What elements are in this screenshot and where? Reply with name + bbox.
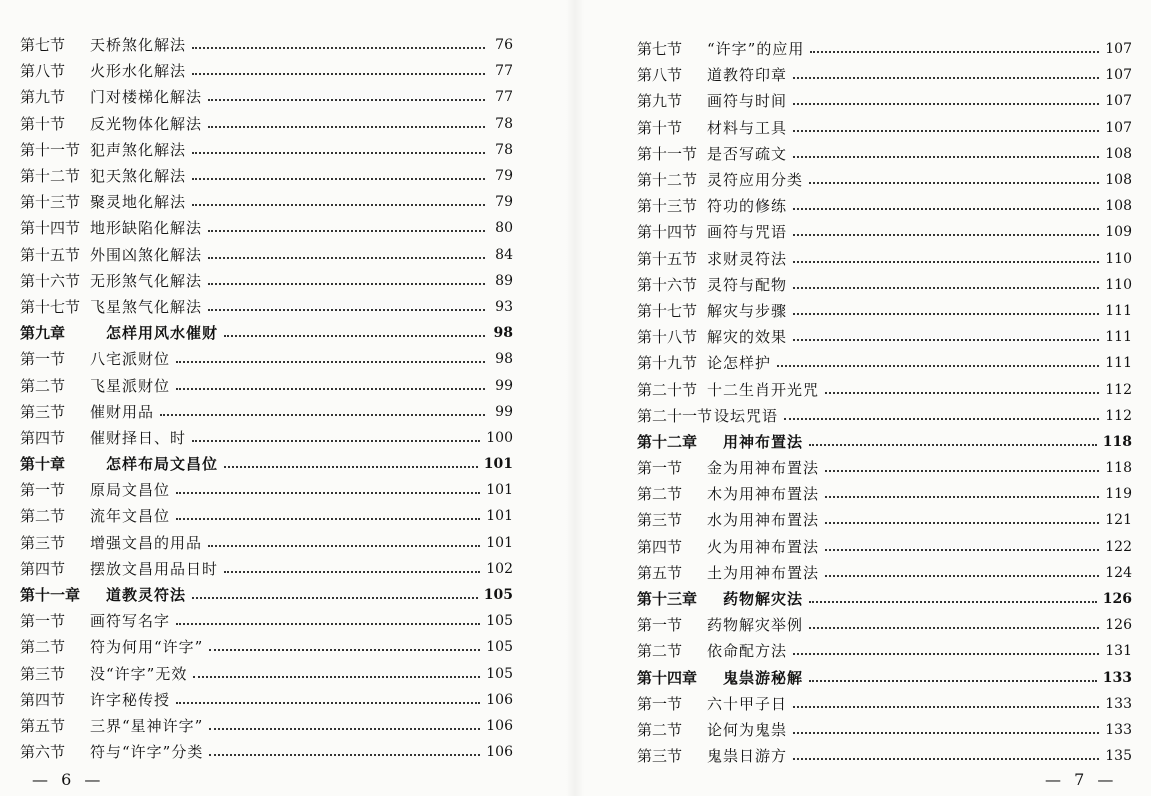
dot-leader — [224, 571, 480, 573]
entry-number: 第一节 — [20, 612, 66, 631]
toc-section-entry — [637, 324, 1132, 350]
entry-title: 流年文昌位 — [90, 507, 171, 526]
dot-leader — [793, 261, 1099, 263]
entry-page-number: 107 — [1105, 93, 1132, 110]
entry-number: 第十三章 — [637, 590, 698, 609]
entry-number: 第三节 — [637, 511, 683, 530]
dot-leader — [208, 309, 485, 311]
dot-leader — [208, 230, 485, 232]
toc-section-entry — [637, 193, 1132, 219]
entry-page-number: 76 — [495, 37, 513, 54]
toc-section-entry — [637, 298, 1132, 324]
entry-number: 第十六节 — [20, 271, 81, 290]
entry-title: 外围凶煞化解法 — [90, 245, 203, 264]
dot-leader — [825, 522, 1099, 524]
entry-title: 聚灵地化解法 — [90, 193, 187, 212]
toc-section-entry — [637, 219, 1132, 245]
entry-number: 第十六节 — [637, 275, 698, 294]
entry-title: 犯天煞化解法 — [90, 167, 187, 186]
entry-page-number: 93 — [495, 298, 513, 315]
dot-leader — [208, 545, 480, 547]
entry-title: 三界“星神许字” — [90, 716, 204, 735]
toc-section-entry — [637, 743, 1132, 769]
toc-section-entry — [637, 88, 1132, 114]
toc-section-entry — [637, 717, 1132, 743]
toc-section-entry — [637, 376, 1132, 402]
entry-number: 第四节 — [20, 690, 66, 709]
entry-number: 第一节 — [637, 459, 683, 478]
dot-leader — [209, 754, 480, 756]
dot-leader — [208, 99, 485, 101]
entry-page-number: 101 — [483, 456, 513, 473]
toc-section-entry — [20, 687, 513, 713]
dot-leader — [793, 234, 1099, 236]
toc-section-entry — [20, 215, 513, 241]
entry-number: 第十三节 — [637, 197, 698, 216]
entry-page-number: 126 — [1105, 617, 1132, 634]
entry-title: 木为用神布置法 — [707, 485, 820, 504]
entry-page-number: 98 — [495, 351, 513, 368]
dot-leader — [825, 575, 1099, 577]
entry-number: 第一节 — [20, 350, 66, 369]
right-page — [575, 0, 1151, 796]
dot-leader — [192, 440, 480, 442]
toc-section-entry — [20, 399, 513, 425]
toc-section-entry — [20, 163, 513, 189]
entry-number: 第三节 — [637, 747, 683, 766]
dot-leader — [809, 182, 1099, 184]
dot-leader — [784, 418, 1099, 420]
entry-number: 第八节 — [20, 62, 66, 81]
dot-leader — [793, 313, 1099, 315]
entry-page-number: 107 — [1105, 41, 1132, 58]
entry-number: 第十八节 — [637, 328, 698, 347]
entry-number: 第五节 — [20, 716, 66, 735]
toc-section-entry — [20, 372, 513, 398]
dot-leader — [176, 518, 480, 520]
entry-number: 第三节 — [20, 664, 66, 683]
entry-title: “许字”的应用 — [707, 40, 805, 59]
entry-title: 道教灵符法 — [106, 586, 187, 605]
entry-page-number: 79 — [495, 168, 513, 185]
entry-title: 火形水化解法 — [90, 62, 187, 81]
entry-page-number: 101 — [486, 508, 513, 525]
entry-title: 许字秘传授 — [90, 690, 171, 709]
entry-number: 第十节 — [20, 114, 66, 133]
entry-title: 十二生肖开光咒 — [707, 380, 820, 399]
entry-page-number: 109 — [1105, 224, 1132, 241]
entry-page-number: 105 — [483, 587, 513, 604]
toc-section-entry — [20, 477, 513, 503]
entry-title: 符为何用“许字” — [90, 638, 204, 657]
entry-title: 鬼祟游秘解 — [723, 668, 804, 687]
entry-title: 水为用神布置法 — [707, 511, 820, 530]
entry-page-number: 102 — [486, 560, 513, 577]
entry-number: 第二节 — [20, 638, 66, 657]
toc-section-entry — [20, 739, 513, 765]
entry-page-number: 78 — [495, 115, 513, 132]
toc-section-entry — [637, 62, 1132, 88]
entry-number: 第九节 — [637, 92, 683, 111]
entry-title: 画符写名字 — [90, 612, 171, 631]
entry-page-number: 89 — [495, 272, 513, 289]
entry-number: 第十一节 — [637, 144, 698, 163]
page-number-footer: — 6 — — [32, 770, 105, 789]
entry-title: 鬼祟日游方 — [707, 747, 788, 766]
entry-page-number: 105 — [486, 613, 513, 630]
entry-number: 第十七节 — [637, 301, 698, 320]
entry-number: 第三节 — [20, 533, 66, 552]
toc-section-entry — [637, 272, 1132, 298]
dot-leader — [809, 444, 1097, 446]
entry-title: 催财择日、时 — [90, 428, 187, 447]
entry-title: 没“许字”无效 — [90, 664, 188, 683]
dot-leader — [209, 728, 480, 730]
toc-section-entry — [637, 115, 1132, 141]
entry-page-number: 112 — [1105, 407, 1132, 424]
entry-title: 解灾与步骤 — [707, 301, 788, 320]
dot-leader — [192, 204, 485, 206]
dot-leader — [793, 732, 1099, 734]
dot-leader — [825, 549, 1099, 551]
entry-title: 增强文昌的用品 — [90, 533, 203, 552]
dot-leader — [793, 77, 1099, 79]
entry-page-number: 118 — [1102, 433, 1132, 450]
dot-leader — [793, 103, 1099, 105]
entry-title: 门对楼梯化解法 — [90, 88, 203, 107]
toc-section-entry — [20, 530, 513, 556]
entry-title: 怎样用风水催财 — [106, 324, 219, 343]
toc-section-entry — [20, 608, 513, 634]
entry-title: 解灾的效果 — [707, 328, 788, 347]
entry-title: 怎样布局文昌位 — [106, 455, 219, 474]
toc-section-entry — [20, 346, 513, 372]
entry-page-number: 111 — [1105, 302, 1132, 319]
entry-page-number: 124 — [1105, 564, 1132, 581]
toc-section-entry — [637, 141, 1132, 167]
toc-section-entry — [637, 612, 1132, 638]
entry-number: 第二节 — [20, 376, 66, 395]
entry-number: 第一节 — [637, 616, 683, 635]
dot-leader — [160, 414, 485, 416]
dot-leader — [793, 706, 1099, 708]
entry-number: 第四节 — [20, 428, 66, 447]
toc-list-right — [637, 36, 1132, 769]
entry-page-number: 131 — [1105, 643, 1132, 660]
dot-leader — [193, 676, 480, 678]
toc-section-entry — [637, 481, 1132, 507]
dot-leader — [192, 73, 485, 75]
entry-page-number: 101 — [486, 534, 513, 551]
dot-leader — [809, 601, 1097, 603]
entry-page-number: 80 — [495, 220, 513, 237]
toc-section-entry — [637, 691, 1132, 717]
left-page — [0, 0, 575, 796]
entry-title: 药物解灾法 — [723, 590, 804, 609]
toc-chapter-entry — [20, 451, 513, 477]
page-number-footer: — 7 — — [1045, 770, 1118, 789]
entry-page-number: 84 — [495, 246, 513, 263]
entry-number: 第十五节 — [637, 249, 698, 268]
entry-number: 第八节 — [637, 66, 683, 85]
entry-title: 飞星派财位 — [90, 376, 171, 395]
toc-chapter-entry — [637, 586, 1132, 612]
dot-leader — [825, 470, 1099, 472]
entry-page-number: 105 — [486, 639, 513, 656]
entry-number: 第十四章 — [637, 668, 698, 687]
entry-number: 第十四节 — [20, 219, 81, 238]
entry-number: 第十二章 — [637, 432, 698, 451]
entry-title: 是否写疏文 — [707, 144, 788, 163]
toc-chapter-entry — [20, 320, 513, 346]
entry-number: 第十节 — [637, 118, 683, 137]
dot-leader — [208, 126, 485, 128]
entry-page-number: 77 — [495, 89, 513, 106]
entry-page-number: 111 — [1105, 355, 1132, 372]
entry-page-number: 133 — [1105, 695, 1132, 712]
entry-title: 天桥煞化解法 — [90, 36, 187, 55]
entry-number: 第七节 — [20, 36, 66, 55]
dot-leader — [176, 361, 485, 363]
entry-title: 六十甲子日 — [707, 694, 788, 713]
entry-number: 第十一章 — [20, 586, 81, 605]
dot-leader — [224, 466, 478, 468]
dot-leader — [809, 627, 1099, 629]
toc-section-entry — [637, 403, 1132, 429]
entry-number: 第五节 — [637, 563, 683, 582]
entry-number: 第九节 — [20, 88, 66, 107]
entry-title: 用神布置法 — [723, 432, 804, 451]
entry-page-number: 126 — [1102, 591, 1132, 608]
dot-leader — [192, 47, 485, 49]
toc-chapter-entry — [20, 582, 513, 608]
toc-section-entry — [20, 634, 513, 660]
entry-title: 摆放文昌用品日时 — [90, 559, 219, 578]
dot-leader — [793, 339, 1099, 341]
entry-number: 第一节 — [20, 481, 66, 500]
entry-number: 第二十一节 — [637, 406, 713, 425]
entry-title: 土为用神布置法 — [707, 563, 820, 582]
entry-title: 无形煞气化解法 — [90, 271, 203, 290]
toc-section-entry — [20, 294, 513, 320]
entry-page-number: 112 — [1105, 381, 1132, 398]
entry-page-number: 108 — [1105, 198, 1132, 215]
dot-leader — [793, 287, 1099, 289]
entry-page-number: 122 — [1105, 538, 1132, 555]
entry-page-number: 135 — [1105, 748, 1132, 765]
entry-page-number: 107 — [1105, 67, 1132, 84]
entry-title: 符与“许字”分类 — [90, 743, 204, 762]
entry-page-number: 99 — [495, 403, 513, 420]
dot-leader — [809, 680, 1097, 682]
dot-leader — [793, 758, 1099, 760]
entry-page-number: 106 — [486, 717, 513, 734]
toc-section-entry — [20, 137, 513, 163]
entry-number: 第二节 — [637, 642, 683, 661]
entry-title: 反光物体化解法 — [90, 114, 203, 133]
toc-section-entry — [637, 455, 1132, 481]
toc-section-entry — [20, 556, 513, 582]
entry-title: 符功的修练 — [707, 197, 788, 216]
entry-page-number: 111 — [1105, 329, 1132, 346]
entry-title: 地形缺陷化解法 — [90, 219, 203, 238]
entry-title: 道教符印章 — [707, 66, 788, 85]
entry-number: 第二节 — [20, 507, 66, 526]
entry-page-number: 99 — [495, 377, 513, 394]
entry-title: 求财灵符法 — [707, 249, 788, 268]
entry-page-number: 108 — [1105, 172, 1132, 189]
dot-leader — [176, 623, 480, 625]
entry-number: 第十七节 — [20, 297, 81, 316]
entry-number: 第十四节 — [637, 223, 698, 242]
dot-leader — [192, 152, 485, 154]
dot-leader — [176, 702, 480, 704]
toc-section-entry — [20, 111, 513, 137]
entry-number: 第十二节 — [20, 167, 81, 186]
entry-page-number: 133 — [1102, 669, 1132, 686]
toc-section-entry — [637, 638, 1132, 664]
toc-section-entry — [637, 36, 1132, 62]
entry-title: 设坛咒语 — [714, 406, 779, 425]
entry-title: 八宅派财位 — [90, 350, 171, 369]
entry-page-number: 118 — [1105, 460, 1132, 477]
dot-leader — [810, 51, 1099, 53]
entry-number: 第十五节 — [20, 245, 81, 264]
dot-leader — [825, 392, 1099, 394]
toc-section-entry — [637, 167, 1132, 193]
toc-section-entry — [20, 503, 513, 529]
toc-section-entry — [20, 268, 513, 294]
dot-leader — [176, 388, 485, 390]
entry-number: 第十三节 — [20, 193, 81, 212]
entry-number: 第十九节 — [637, 354, 698, 373]
toc-section-entry — [637, 534, 1132, 560]
entry-page-number: 78 — [495, 141, 513, 158]
entry-page-number: 121 — [1105, 512, 1132, 529]
entry-number: 第六节 — [20, 743, 66, 762]
entry-page-number: 106 — [486, 744, 513, 761]
toc-section-entry — [637, 560, 1132, 586]
dot-leader — [208, 283, 485, 285]
entry-page-number: 106 — [486, 691, 513, 708]
entry-number: 第四节 — [20, 559, 66, 578]
dot-leader — [825, 496, 1099, 498]
dot-leader — [793, 208, 1099, 210]
entry-title: 论何为鬼祟 — [707, 720, 788, 739]
entry-page-number: 110 — [1105, 250, 1132, 267]
toc-section-entry — [20, 32, 513, 58]
dot-leader — [209, 649, 480, 651]
toc-section-entry — [20, 425, 513, 451]
entry-page-number: 98 — [493, 325, 513, 342]
dot-leader — [793, 653, 1099, 655]
entry-number: 第二十节 — [637, 380, 698, 399]
entry-title: 火为用神布置法 — [707, 537, 820, 556]
entry-title: 犯声煞化解法 — [90, 140, 187, 159]
toc-section-entry — [20, 84, 513, 110]
entry-number: 第七节 — [637, 40, 683, 59]
entry-title: 灵符与配物 — [707, 275, 788, 294]
toc-section-entry — [20, 713, 513, 739]
entry-page-number: 119 — [1105, 486, 1132, 503]
dot-leader — [176, 492, 480, 494]
entry-page-number: 79 — [495, 194, 513, 211]
toc-section-entry — [20, 58, 513, 84]
entry-page-number: 105 — [486, 665, 513, 682]
entry-number: 第十二节 — [637, 171, 698, 190]
dot-leader — [192, 597, 478, 599]
entry-number: 第二节 — [637, 720, 683, 739]
entry-title: 飞星煞气化解法 — [90, 297, 203, 316]
entry-number: 第三节 — [20, 402, 66, 421]
dot-leader — [777, 365, 1099, 367]
entry-title: 原局文昌位 — [90, 481, 171, 500]
toc-section-entry — [637, 507, 1132, 533]
entry-number: 第四节 — [637, 537, 683, 556]
entry-page-number: 108 — [1105, 145, 1132, 162]
entry-title: 依命配方法 — [707, 642, 788, 661]
entry-page-number: 77 — [495, 63, 513, 80]
toc-section-entry — [20, 661, 513, 687]
dot-leader — [793, 130, 1099, 132]
entry-number: 第一节 — [637, 694, 683, 713]
entry-page-number: 101 — [486, 482, 513, 499]
entry-page-number: 133 — [1105, 721, 1132, 738]
entry-page-number: 100 — [486, 429, 513, 446]
toc-section-entry — [637, 246, 1132, 272]
dot-leader — [192, 178, 485, 180]
entry-page-number: 110 — [1105, 276, 1132, 293]
entry-title: 论怎样护 — [707, 354, 772, 373]
entry-title: 画符与咒语 — [707, 223, 788, 242]
toc-section-entry — [637, 350, 1132, 376]
dot-leader — [224, 335, 485, 337]
entry-title: 材料与工具 — [707, 118, 788, 137]
entry-title: 催财用品 — [90, 402, 155, 421]
dot-leader — [208, 257, 485, 259]
toc-section-entry — [20, 242, 513, 268]
entry-title: 灵符应用分类 — [707, 171, 804, 190]
entry-title: 金为用神布置法 — [707, 459, 820, 478]
entry-number: 第十一节 — [20, 140, 81, 159]
entry-number: 第九章 — [20, 324, 66, 343]
entry-title: 药物解灾举例 — [707, 616, 804, 635]
toc-chapter-entry — [637, 665, 1132, 691]
toc-section-entry — [20, 189, 513, 215]
entry-title: 画符与时间 — [707, 92, 788, 111]
dot-leader — [793, 156, 1099, 158]
entry-number: 第十章 — [20, 455, 66, 474]
toc-list-left — [20, 32, 513, 765]
toc-chapter-entry — [637, 429, 1132, 455]
entry-number: 第二节 — [637, 485, 683, 504]
entry-page-number: 107 — [1105, 119, 1132, 136]
